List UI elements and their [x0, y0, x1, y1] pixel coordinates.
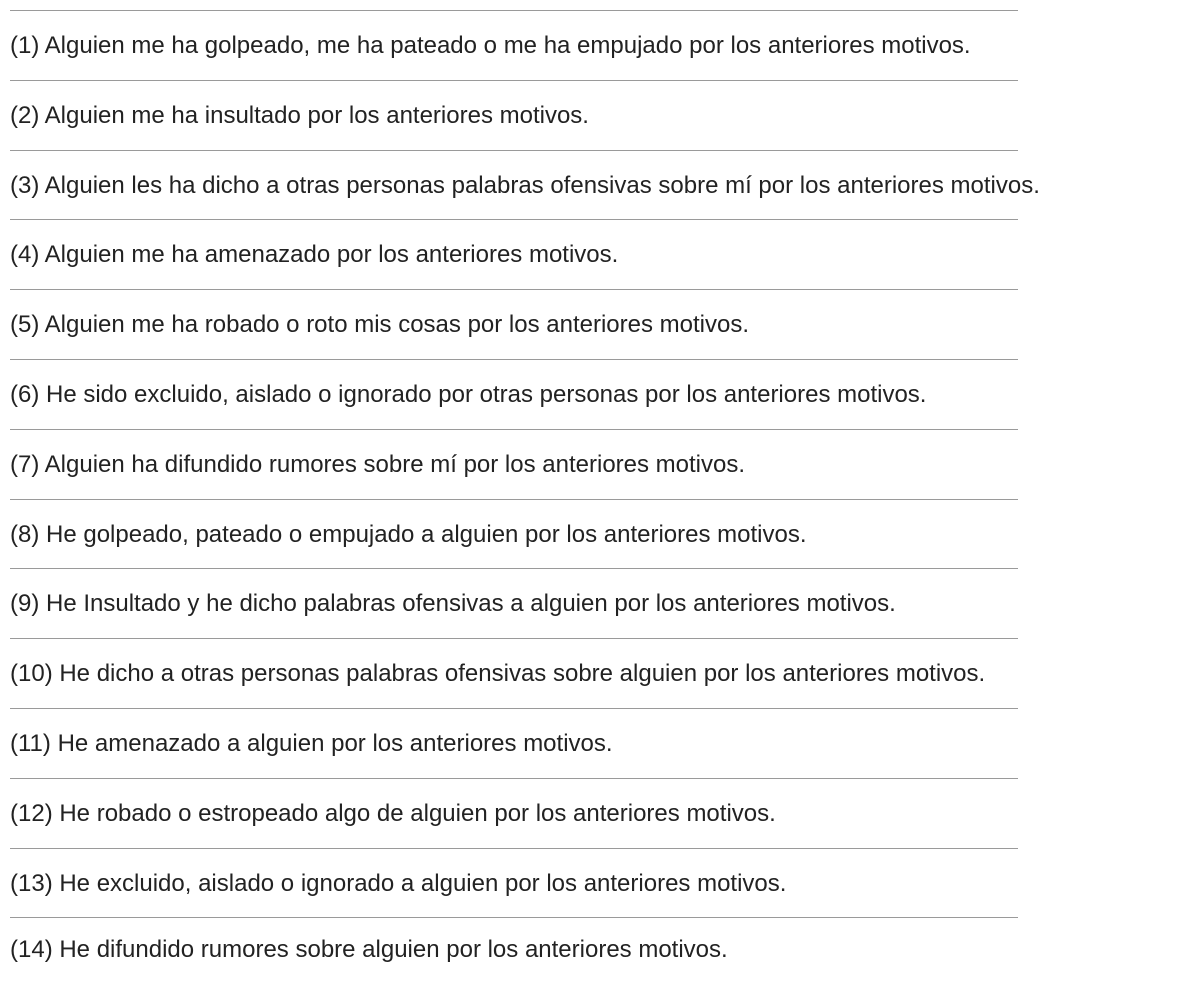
item-text: (9) He Insultado y he dicho palabras ofensivas a alguien por los anteriores motivos.	[10, 590, 896, 618]
item-text: (6) He sido excluido, aislado o ignorado por otras personas por los anteriores motivos.	[10, 381, 927, 408]
list-item	[0, 639, 1200, 709]
list-item	[0, 500, 1200, 570]
list-item	[0, 11, 1200, 81]
list-item	[0, 430, 1200, 500]
list-item	[0, 220, 1200, 290]
item-text: (5) Alguien me ha robado o roto mis cosas por los anteriores motivos.	[10, 311, 750, 339]
item-text: (10) He dicho a otras personas palabras ofensivas sobre alguien por los anteriores motivos.	[10, 660, 986, 688]
list-item	[0, 151, 1200, 221]
list-item	[0, 569, 1200, 639]
list-item	[0, 849, 1200, 919]
item-text: (3) Alguien les ha dicho a otras personas palabras ofensivas sobre mí por los anteriores motivos.	[10, 171, 1040, 199]
item-text: (1) Alguien me ha golpeado, me ha pateado o me ha empujado por los anteriores motivos.	[10, 32, 971, 59]
list-item	[0, 290, 1200, 360]
item-text: (12) He robado o estropeado algo de alguien por los anteriores motivos.	[10, 799, 776, 827]
list-item	[0, 779, 1200, 849]
list-item	[0, 918, 1200, 978]
item-text: (7) Alguien ha difundido rumores sobre mí por los anteriores motivos.	[10, 450, 746, 478]
item-text: (11) He amenazado a alguien por los anteriores motivos.	[10, 730, 613, 757]
item-text: (4) Alguien me ha amenazado por los anteriores motivos.	[10, 241, 619, 269]
item-text: (13) He excluido, aislado o ignorado a alguien por los anteriores motivos.	[10, 869, 787, 897]
item-text: (8) He golpeado, pateado o empujado a alguien por los anteriores motivos.	[10, 520, 807, 548]
item-text: (14) He difundido rumores sobre alguien por los anteriores motivos.	[10, 936, 728, 964]
item-text: (2) Alguien me ha insultado por los anteriores motivos.	[10, 101, 589, 129]
list-item	[0, 81, 1200, 151]
list-item	[0, 709, 1200, 779]
list-item	[0, 360, 1200, 430]
